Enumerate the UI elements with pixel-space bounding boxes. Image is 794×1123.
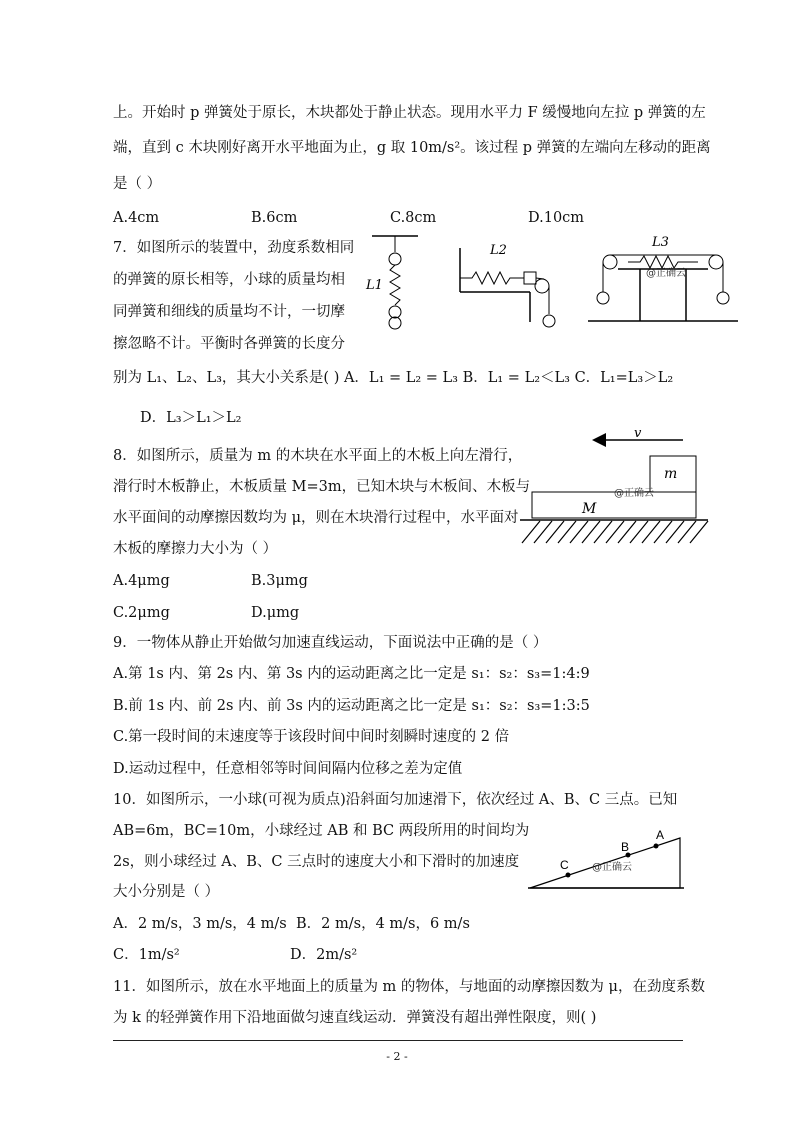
text-line-3: 是（ ）	[113, 176, 162, 192]
q7-spring-figure	[360, 232, 750, 332]
watermark-q10: @正确云	[592, 862, 632, 873]
q8-stem-1: 8．如图所示，质量为 m 的木块在水平面上的木板上向左滑行，	[113, 448, 523, 464]
q10-option-d: D．2m/s²	[290, 947, 358, 963]
text-line-1: 上。开始时 p 弹簧处于原长，木块都处于静止状态。现用水平力 F 缓慢地向左拉 p 弹簧的左	[113, 105, 706, 121]
q11-stem-1: 11．如图所示，放在水平地面上的质量为 m 的物体，与地面的动摩擦因数为 μ，在劲度系数	[113, 979, 705, 995]
q8-stem-2: 滑行时木板静止，木板质量 M=3m，已知木块与木板间、木板与	[113, 479, 531, 495]
q6-option-a: A.4cm	[113, 210, 160, 226]
q8-option-b: B.3μmg	[251, 573, 308, 589]
q7-stem-3: 同弹簧和细线的质量均不计，一切摩	[113, 304, 345, 320]
q7-stem-2: 的弹簧的原长相等，小球的质量均相	[113, 272, 345, 288]
q7-stem-4: 擦忽略不计。平衡时各弹簧的长度分	[113, 336, 345, 352]
q10-stem-1: 10．如图所示，一小球(可视为质点)沿斜面匀加速滑下，依次经过 A、B、C 三点。已知	[113, 792, 678, 808]
q10-stem-2: AB=6m，BC=10m，小球经过 AB 和 BC 两段所用的时间均为	[113, 823, 530, 839]
q9-stem: 9．一物体从静止开始做匀加速直线运动，下面说法中正确的是（ ）	[113, 635, 548, 651]
label-m: m	[664, 466, 678, 482]
q9-option-b: B.前 1s 内、前 2s 内、前 3s 内的运动距离之比一定是 s₁：s₂：s₃=1:3:5	[113, 698, 590, 714]
q8-block-board-figure	[518, 425, 710, 547]
footer-divider	[113, 1040, 683, 1041]
q6-option-c: C.8cm	[390, 210, 437, 226]
q7-stem-5: 别为 L₁、L₂、L₃，其大小关系是( ) A．L₁ = L₂ = L₃ B．L₁ = L₂＜L₃ C．L₁=L₃＞L₂	[113, 370, 674, 386]
q10-incline-figure	[528, 826, 688, 892]
q10-option-b: B．2 m/s，4 m/s，6 m/s	[296, 916, 470, 932]
q10-option-a: A．2 m/s，3 m/s，4 m/s	[113, 916, 287, 932]
q11-stem-2: 为 k 的轻弹簧作用下沿地面做匀速直线运动．弹簧没有超出弹性限度，则( )	[113, 1010, 597, 1026]
q8-option-c: C.2μmg	[113, 605, 170, 621]
q10-stem-4: 大小分别是（ ）	[113, 884, 220, 900]
label-c: C	[560, 858, 569, 872]
label-big-m: M	[582, 501, 597, 517]
q9-option-a: A.第 1s 内、第 2s 内、第 3s 内的运动距离之比一定是 s₁：s₂：s₃=1:4:9	[113, 666, 590, 682]
q7-stem-1: 7．如图所示的装置中，劲度系数相同	[113, 240, 355, 256]
label-l1: L1	[366, 278, 383, 293]
q10-stem-3: 2s，则小球经过 A、B、C 三点时的速度大小和下滑时的加速度	[113, 854, 520, 870]
q7-option-d: D．L₃＞L₁＞L₂	[140, 410, 242, 426]
q6-option-d: D.10cm	[528, 210, 585, 226]
label-b: B	[621, 840, 630, 854]
watermark-q7: @正确云	[646, 268, 686, 279]
q8-stem-4: 木板的摩擦力大小为（ ）	[113, 541, 278, 557]
label-l3: L3	[652, 235, 669, 250]
q10-option-c: C．1m/s²	[113, 947, 180, 963]
q9-option-d: D.运动过程中，任意相邻等时间间隔内位移之差为定值	[113, 761, 463, 777]
page-number: - 2 -	[386, 1050, 408, 1063]
q9-option-c: C.第一段时间的末速度等于该段时间中间时刻瞬时速度的 2 倍	[113, 729, 510, 745]
q8-option-a: A.4μmg	[113, 573, 170, 589]
label-l2: L2	[490, 243, 507, 258]
q8-option-d: D.μmg	[251, 605, 300, 621]
label-a: A	[656, 828, 665, 842]
label-v: v	[634, 426, 642, 441]
watermark-q8: @正确云	[614, 488, 654, 499]
q6-option-b: B.6cm	[251, 210, 298, 226]
text-line-2: 端，直到 c 木块刚好离开水平地面为止，g 取 10m/s²。该过程 p 弹簧的左端向左移动的距离	[113, 140, 711, 156]
q8-stem-3: 水平面间的动摩擦因数均为 μ，则在木块滑行过程中，水平面对	[113, 510, 519, 526]
